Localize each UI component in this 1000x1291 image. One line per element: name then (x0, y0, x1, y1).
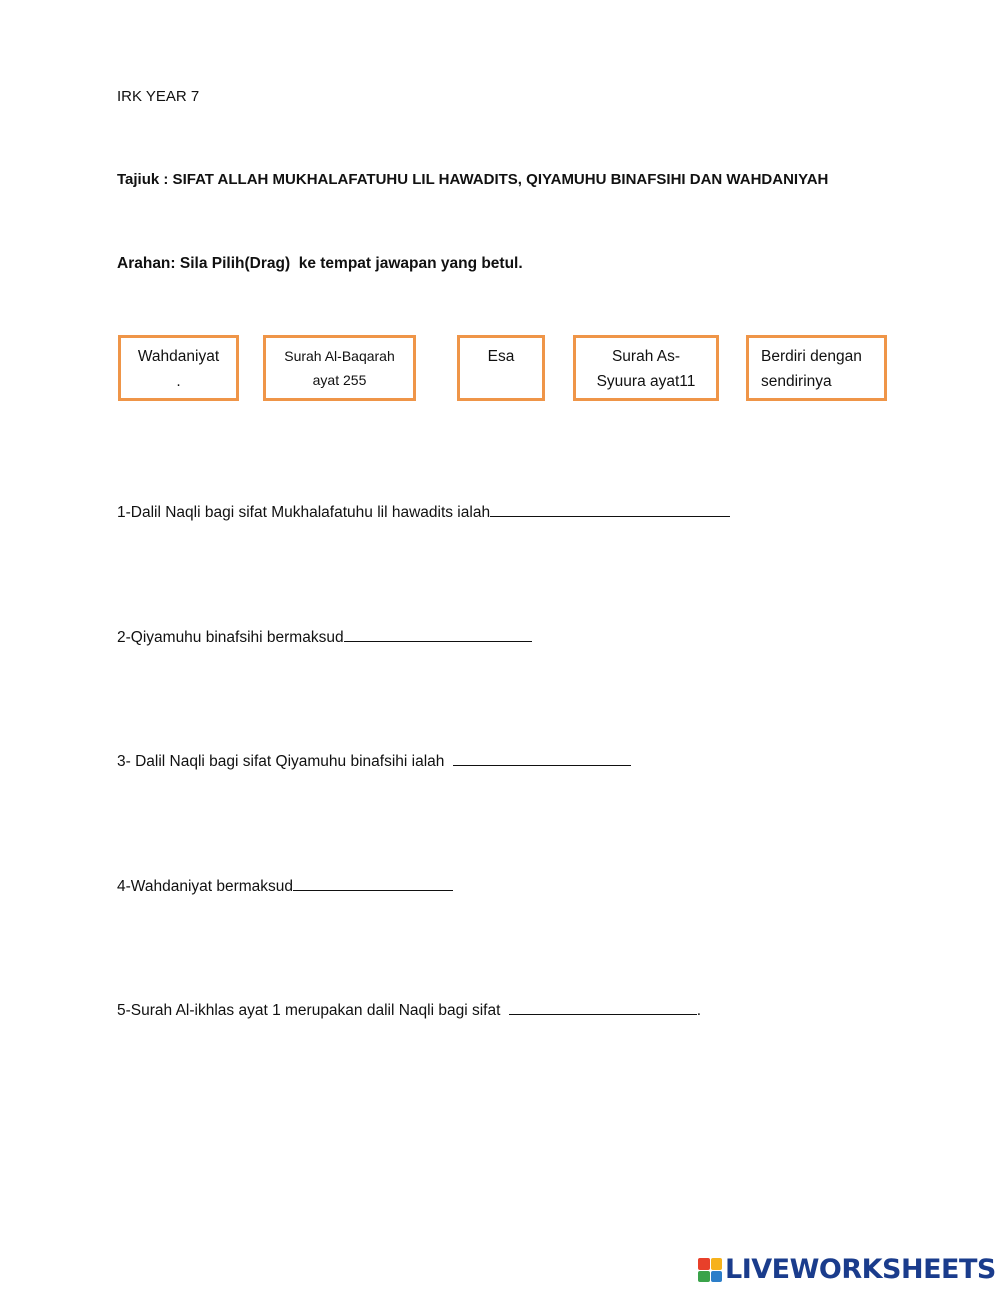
answer-box-label: Wahdaniyat . (137, 348, 220, 390)
answer-box-berdiri-dengan-sendirinya[interactable] (746, 335, 887, 401)
answer-drop-zone-4[interactable] (293, 875, 453, 891)
worksheet-title: Tajiuk : SIFAT ALLAH MUKHALAFATUHU LIL HAWADITS, QIYAMUHU BINAFSIHI DAN WAHDANIYAH (117, 171, 829, 188)
logo-text: LIVEWORKSHEETS (725, 1254, 996, 1285)
liveworksheets-logo (698, 1255, 996, 1285)
question-5 (117, 999, 701, 1021)
answer-box-surah-al-baqarah[interactable] (263, 335, 416, 401)
question-suffix: . (696, 1002, 702, 1019)
logo-square-blue (711, 1271, 723, 1283)
question-3 (117, 750, 631, 772)
answer-drop-zone-2[interactable] (344, 626, 532, 642)
question-text: 1-Dalil Naqli bagi sifat Mukhalafatuhu lil hawadits ialah (117, 504, 491, 521)
logo-square-yellow (711, 1258, 723, 1270)
logo-square-red (698, 1258, 710, 1270)
answer-box-surah-as-syuura[interactable] (573, 335, 719, 401)
worksheet-header: IRK YEAR 7 (117, 88, 200, 105)
question-text: 5-Surah Al-ikhlas ayat 1 merupakan dalil Naqli bagi sifat (117, 1002, 505, 1019)
question-text: 4-Wahdaniyat bermaksud (117, 878, 294, 895)
liveworksheets-logo-icon (698, 1258, 722, 1282)
answer-box-label: Surah As- Syuura ayat11 (596, 348, 696, 390)
answer-box-label: Berdiri dengan sendirinya (761, 348, 862, 390)
answer-drop-zone-1[interactable] (490, 501, 730, 517)
logo-square-green (698, 1271, 710, 1283)
answer-box-label: Surah Al-Baqarah ayat 255 (284, 348, 395, 388)
answer-box-wahdaniyat[interactable] (118, 335, 239, 401)
answer-box-esa[interactable] (457, 335, 545, 401)
answer-box-label: Esa (487, 348, 515, 365)
answer-drop-zone-5[interactable] (509, 999, 697, 1015)
question-1 (117, 501, 730, 523)
question-text: 3- Dalil Naqli bagi sifat Qiyamuhu binafsihi ialah (117, 753, 449, 770)
worksheet-instruction: Arahan: Sila Pilih(Drag) ke tempat jawapan yang betul. (117, 255, 523, 272)
question-4 (117, 875, 453, 897)
question-2 (117, 626, 532, 648)
question-text: 2-Qiyamuhu binafsihi bermaksud (117, 629, 344, 646)
answer-drop-zone-3[interactable] (453, 750, 631, 766)
